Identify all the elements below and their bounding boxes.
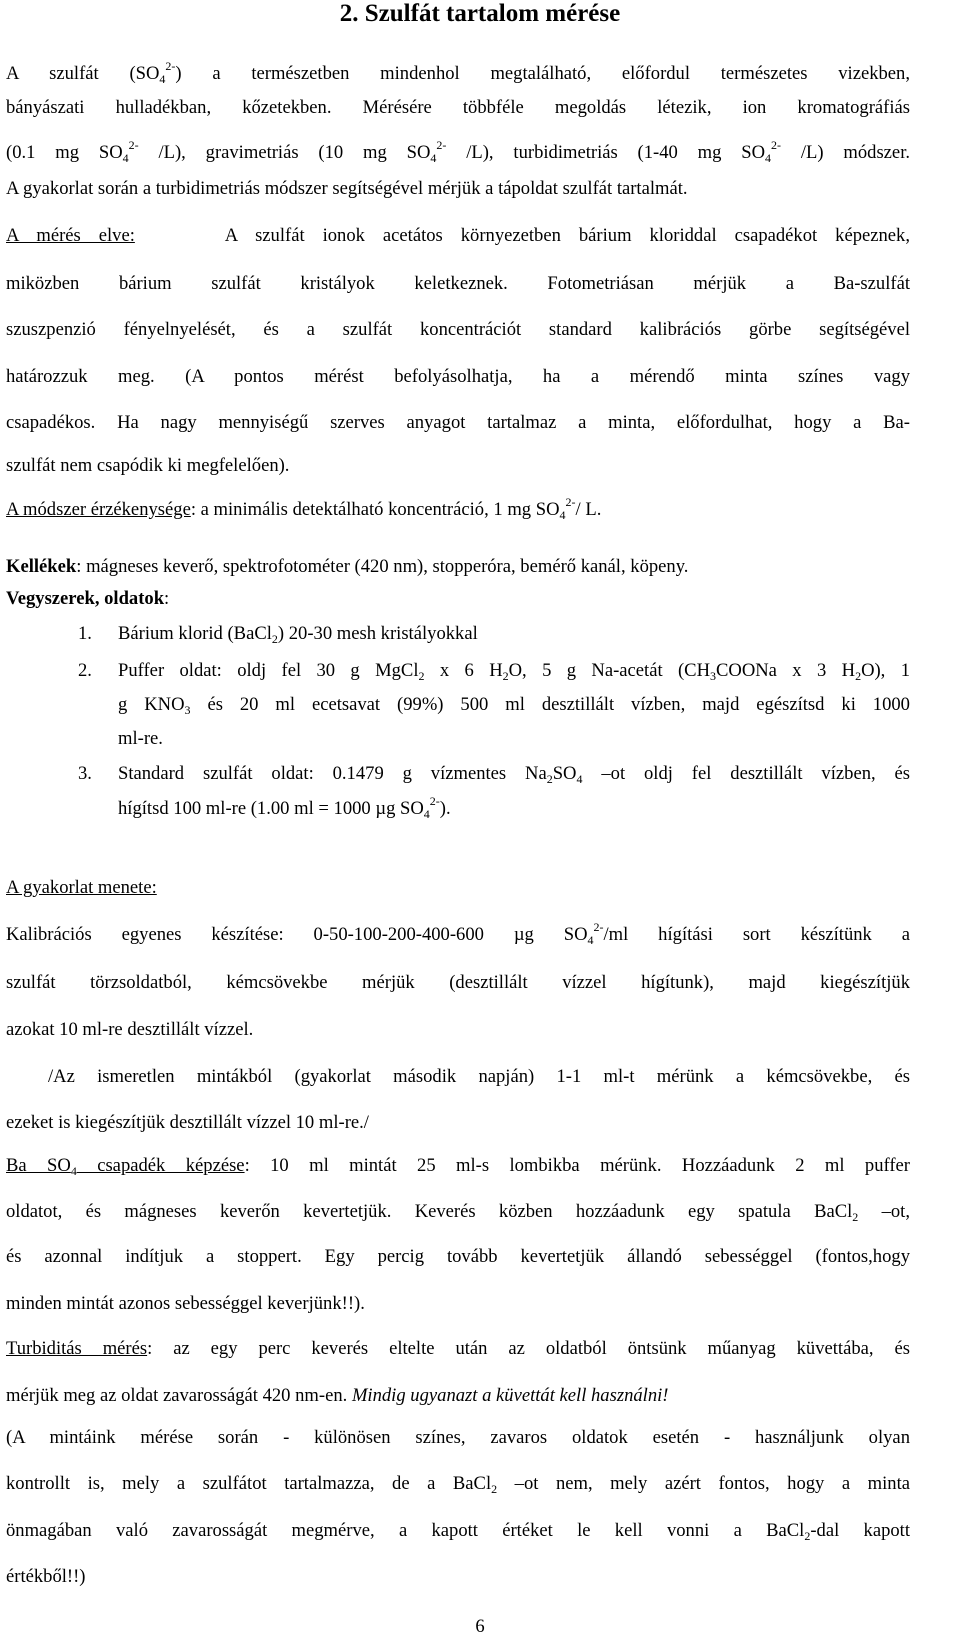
supplies-label: Kellékek xyxy=(6,556,77,577)
note-line-3: önmagában való zavarosságát megmérve, a kapott értéket le kell vonni a BaCl$_2$-dal kapott xyxy=(6,1520,911,1543)
sensitivity-line: A módszer érzékenysége: a minimális detektálható koncentráció, 1 mg $SO_4^{2-}/$ L. xyxy=(6,495,602,522)
calibration-line-1: Kalibrációs egyenes készítése: 0-50-100-200-400-600 µg $SO_4^{2-}/ml$ hígítási sort készítünk a xyxy=(6,920,910,947)
supplies-line: Kellékek: mágneses keverő, spektrofotométer (420 nm), stopperóra, bemérő kanál, köpeny. xyxy=(6,556,689,577)
sensitivity-label: A módszer érzékenysége xyxy=(6,499,191,520)
reagent-1: Bárium klorid (BaCl$_2$) 20-30 mesh kristályokkal xyxy=(118,623,478,646)
reagent-2-num: 2. xyxy=(78,660,92,681)
reagent-2-line-2: g $KNO_3$ és 20 ml ecetsavat (99%) 500 ml desztillált vízben, majd egészítsd ki 1000 xyxy=(118,694,910,717)
reagent-1-num: 1. xyxy=(78,623,92,644)
principle-line-5: csapadékos. Ha nagy mennyiségű szerves anyagot tartalmaz a minta, előfordulhat, hogy a Ba- xyxy=(6,412,910,433)
reagent-3-line-2: hígítsd 100 ml-re (1.00 ml = 1000 µg $SO_4^{2-}$). xyxy=(118,794,451,821)
turbidity-line-2: mérjük meg az oldat zavarosságát 420 nm-en. Mindig ugyanazt a küvettát kell használni! xyxy=(6,1385,669,1406)
precipitation-line-2: oldatot, és mágneses keverőn kevertetjük. Keverés közben hozzáadunk egy spatula BaCl$_2$ –ot, xyxy=(6,1201,910,1224)
principle-line-6: szulfát nem csapódik ki megfelelően). xyxy=(6,455,290,476)
intro-line-2: bányászati hulladékban, kőzetekben. Mérésére többféle megoldás létezik, ion kromatográfiás xyxy=(6,97,910,118)
reagent-3-line-1: Standard szulfát oldat: 0.1479 g vízmentes $Na_2SO_4$ –ot oldj fel desztillált vízben, és xyxy=(118,763,910,786)
principle-line-4: határozzuk meg. (A pontos mérést befolyásolhatja, ha a mérendő minta színes vagy xyxy=(6,366,910,387)
principle-line-2: miközben bárium szulfát kristályok keletkeznek. Fotometriásan mérjük a Ba-szulfát xyxy=(6,273,910,294)
turbidity-warning: Mindig ugyanazt a küvettát kell használni! xyxy=(351,1385,669,1406)
reagent-2-line-1: Puffer oldat: oldj fel 30 g MgCl$_2$ x 6 $H_2O$, 5 g Na-acetát ($CH_3COONa$ x 3 $H_2O$), 1 xyxy=(118,660,910,683)
turbidity-line-1: Turbiditás mérés: az egy perc keverés eltelte után az oldatból öntsünk műanyag küvettába, és xyxy=(6,1338,910,1359)
intro-line-1: A szulfát $(SO_4^{2-})$ a természetben mindenhol megtalálható, előfordul természetes vizekben, xyxy=(6,59,910,86)
turbidity-label: Turbiditás mérés xyxy=(6,1338,148,1359)
intro-line-4: A gyakorlat során a turbidimetriás módszer segítségével mérjük a tápoldat szulfát tartalmát. xyxy=(6,178,688,199)
calibration-line-2: szulfát törzsoldatból, kémcsövekbe mérjük (desztillált vízzel hígítunk), majd kiegészítjük xyxy=(6,972,910,993)
precipitation-label: Ba $SO_4$ csapadék képzése xyxy=(6,1155,245,1178)
intro-line-3: (0.1 mg $SO_4^{2-}$ /L), gravimetriás (10 mg $SO_4^{2-}$ /L), turbidimetriás (1-40 mg $SO_4^{2-}$ /L) módszer. xyxy=(6,138,911,165)
note-line-1: (A mintáink mérése során - különösen színes, zavaros oldatok esetén - használjunk olyan xyxy=(6,1427,910,1448)
page-title: 2. Szulfát tartalom mérése xyxy=(339,0,621,27)
page-number: 6 xyxy=(475,1616,485,1637)
reagents-heading: Vegyszerek, oldatok: xyxy=(6,588,170,609)
principle-line-3: szuszpenzió fényelnyelését, és a szulfát koncentrációt standard kalibrációs görbe segítségével xyxy=(6,319,910,340)
reagent-3-num: 3. xyxy=(78,763,92,784)
precipitation-line-3: és azonnal indítjuk a stoppert. Egy percig tovább kevertetjük állandó sebességgel (fontos,hogy xyxy=(6,1246,910,1267)
reagent-2-line-3: ml-re. xyxy=(118,728,163,749)
procedure-heading: A gyakorlat menete: xyxy=(6,877,157,898)
calibration-line-3: azokat 10 ml-re desztillált vízzel. xyxy=(6,1019,254,1040)
note-line-4: értékből!!) xyxy=(6,1566,86,1587)
precipitation-line-1: Ba $SO_4$ csapadék képzése: 10 ml mintát 25 ml-s lombikba mérünk. Hozzáadunk 2 ml puffer xyxy=(6,1155,910,1178)
note-line-2: kontrollt is, mely a szulfátot tartalmazza, de a BaCl$_2$ –ot nem, mely azért fontos, hogy a minta xyxy=(6,1473,910,1496)
unknown-line-2: ezeket is kiegészítjük desztillált vízzel 10 ml-re./ xyxy=(6,1112,369,1133)
principle-label: A mérés elve: xyxy=(6,225,135,246)
unknown-line-1: /Az ismeretlen mintákból (gyakorlat második napján) 1-1 ml-t mérünk a kémcsövekbe, és xyxy=(48,1066,910,1087)
principle-line-1: A mérés elve: A szulfát ionok acetátos környezetben bárium kloriddal csapadékot képeznek, xyxy=(6,225,911,246)
precipitation-line-4: minden mintát azonos sebességgel keverjünk!!). xyxy=(6,1293,365,1314)
